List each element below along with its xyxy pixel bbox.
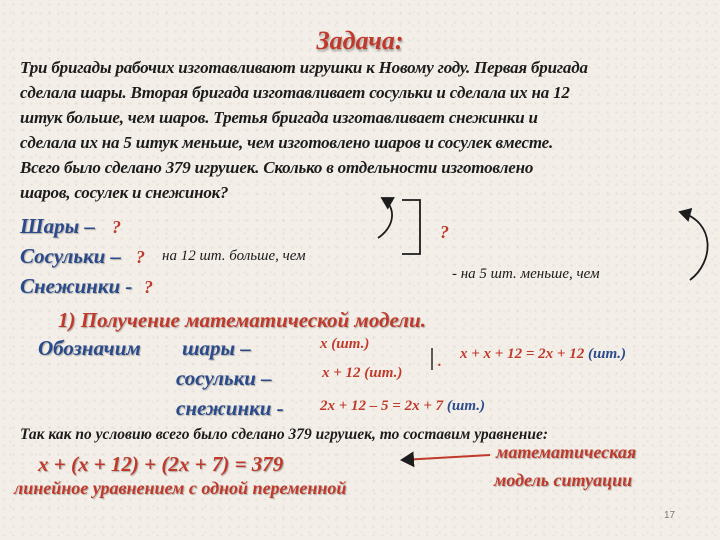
slide-title: Задача: (316, 26, 404, 55)
condition-line: Так как по условию всего было сделано 379 игрушек, то составим уравнение: (20, 426, 549, 443)
arrow-balls-to-icicles (378, 198, 392, 238)
summary-snowflakes-question: ? (144, 277, 153, 297)
summary-balls-question: ? (112, 217, 121, 237)
model-label-line-1: математическая (496, 442, 637, 462)
model-sum-expr: x + x + 12 (460, 346, 523, 362)
model-snow-expr: 2x + 12 – 5 = 2x + 7 (320, 398, 444, 414)
arrow-bracket-to-snowflakes (680, 212, 708, 280)
summary-snowflakes-note: - на 5 шт. меньше, чем (452, 266, 600, 282)
task-line-2: сделала шары. Вторая бригада изготавливает сосульки и сделала их на 12 (20, 83, 570, 102)
model-denote: Обозначим (38, 336, 141, 360)
equation: x + (x + 12) + (2x + 7) = 379 (38, 452, 284, 476)
model-heading-text: 1) Получение математической модели. (58, 308, 426, 332)
task-line-6: шаров, сосулек и снежинок? (20, 183, 229, 202)
model-icicles-label: сосульки – (176, 366, 272, 390)
model-snow-line (320, 398, 485, 415)
model-balls-value: x (шт.) (320, 336, 370, 352)
task-line-1: Три бригады рабочих изготавливают игрушки к Новому году. Первая бригада (20, 58, 588, 77)
model-sum-eq: = 2x + 12 (522, 346, 585, 362)
model-bracket-dot: . (438, 354, 442, 370)
task-line-5: Всего было сделано 379 игрушек. Сколько в отдельности изготовлено (20, 158, 534, 177)
model-snowflakes-label: снежинки - (176, 396, 284, 420)
task-line-3: штук больше, чем шаров. Третья бригада изготавливает снежинки и (20, 108, 538, 127)
model-sum-line (460, 346, 626, 363)
summary-snowflakes-label: Снежинки - (20, 274, 133, 298)
model-label-line-2: модель ситуации (494, 470, 633, 490)
summary-balls-label: Шары – (20, 214, 95, 238)
task-line-4: сделала их на 5 штук меньше, чем изготовлено шаров и сосулек вместе. (20, 133, 554, 152)
model-snow-unit: (шт.) (443, 398, 485, 414)
linear-equation-label: линейное уравнением с одной переменной (14, 478, 347, 498)
page-number: 17 (664, 510, 676, 521)
summary-icicles-question: ? (136, 247, 145, 267)
summary-bracket-question: ? (440, 222, 449, 242)
bracket-balls-icicles (402, 200, 420, 254)
summary-icicles-note: на 12 шт. больше, чем (162, 248, 306, 264)
model-icicles-value: x + 12 (шт.) (322, 365, 403, 381)
model-balls-label: шары – (182, 336, 251, 360)
model-heading (58, 308, 426, 333)
model-sum-unit: (шт.) (584, 346, 627, 362)
arrow-model-to-equation (402, 455, 490, 460)
summary-icicles-label: Сосульки – (20, 244, 122, 268)
